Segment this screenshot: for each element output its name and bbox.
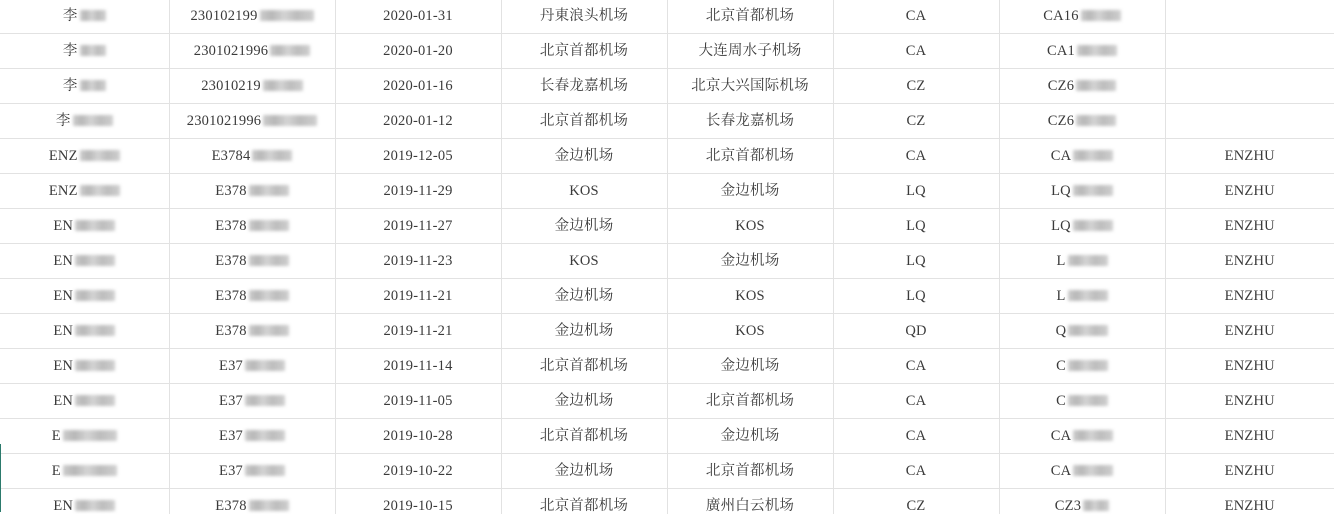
- redaction-block: [260, 10, 314, 21]
- cell-id-number-text: E37: [219, 358, 243, 374]
- cell-flight-date: [335, 244, 501, 279]
- cell-flight-number: [999, 279, 1165, 314]
- cell-airline-code: [833, 349, 999, 384]
- cell-flight-number-text: CA: [1050, 148, 1072, 164]
- cell-airline-code: [833, 34, 999, 69]
- cell-id-number: [169, 419, 335, 454]
- cell-departure-airport: [501, 454, 667, 489]
- cell-flight-number: [999, 0, 1165, 34]
- cell-airline-code-text: CA: [905, 428, 927, 444]
- cell-id-number-text: 230102199: [190, 8, 258, 24]
- cell-id-number-text: E378: [215, 253, 247, 269]
- cell-passenger-name-text: EN: [53, 218, 74, 234]
- cell-flight-number: [999, 209, 1165, 244]
- cell-arrival-airport: [667, 34, 833, 69]
- cell-airline-code-text: CA: [905, 358, 927, 374]
- table-row[interactable]: [0, 174, 1334, 209]
- cell-departure-airport-text: 北京首都机场: [539, 43, 629, 59]
- cell-arrival-airport: [667, 139, 833, 174]
- cell-agent-tag-text: ENZHU: [1224, 463, 1275, 479]
- cell-flight-date-text: 2019-10-22: [383, 463, 453, 479]
- redaction-block: [1073, 185, 1113, 196]
- cell-arrival-airport-text: 金边机场: [720, 183, 780, 199]
- cell-departure-airport: [501, 139, 667, 174]
- cell-flight-date: [335, 454, 501, 489]
- cell-passenger-name: [0, 244, 169, 279]
- cell-airline-code: [833, 279, 999, 314]
- redaction-block: [75, 255, 115, 266]
- cell-airline-code-text: CZ: [906, 113, 926, 129]
- redaction-block: [80, 185, 120, 196]
- redaction-block: [1068, 255, 1108, 266]
- redaction-block: [75, 500, 115, 511]
- cell-departure-airport-text: 丹東浪头机场: [539, 8, 629, 24]
- cell-flight-date: [335, 384, 501, 419]
- redaction-block: [80, 10, 106, 21]
- row-accent-marker: [0, 478, 1, 512]
- cell-flight-number: [999, 174, 1165, 209]
- cell-airline-code: [833, 104, 999, 139]
- cell-departure-airport-text: 金边机场: [554, 218, 614, 234]
- cell-passenger-name: [0, 454, 169, 489]
- cell-flight-date: [335, 0, 501, 34]
- cell-passenger-name-text: ENZ: [48, 148, 78, 164]
- cell-arrival-airport: [667, 384, 833, 419]
- cell-arrival-airport: [667, 209, 833, 244]
- cell-arrival-airport: [667, 349, 833, 384]
- cell-flight-date-text: 2019-11-21: [383, 323, 453, 339]
- cell-airline-code-text: QD: [905, 323, 927, 339]
- redaction-block: [1073, 220, 1113, 231]
- cell-passenger-name-text: EN: [53, 393, 74, 409]
- cell-passenger-name-text: 李: [62, 78, 78, 94]
- cell-flight-number-text: L: [1056, 288, 1066, 304]
- cell-arrival-airport: [667, 454, 833, 489]
- cell-flight-date: [335, 349, 501, 384]
- cell-departure-airport-text: KOS: [569, 183, 599, 199]
- redaction-block: [249, 220, 289, 231]
- cell-id-number: [169, 139, 335, 174]
- cell-arrival-airport-text: 北京首都机场: [705, 393, 795, 409]
- redaction-block: [245, 360, 285, 371]
- cell-id-number-text: E3784: [211, 148, 251, 164]
- redaction-block: [1068, 290, 1108, 301]
- cell-flight-date-text: 2019-11-21: [383, 288, 453, 304]
- cell-agent-tag: [1165, 244, 1334, 279]
- table-row[interactable]: [0, 454, 1334, 489]
- redaction-block: [252, 150, 292, 161]
- cell-departure-airport: [501, 174, 667, 209]
- cell-flight-date: [335, 174, 501, 209]
- cell-id-number-text: 2301021996: [193, 43, 269, 59]
- cell-id-number: [169, 0, 335, 34]
- cell-departure-airport: [501, 279, 667, 314]
- cell-departure-airport: [501, 314, 667, 349]
- cell-departure-airport: [501, 104, 667, 139]
- cell-flight-number: [999, 454, 1165, 489]
- redaction-block: [245, 395, 285, 406]
- cell-passenger-name-text: E: [51, 428, 61, 444]
- cell-passenger-name-text: 李: [55, 113, 71, 129]
- redaction-block: [1068, 360, 1108, 371]
- table-row[interactable]: [0, 244, 1334, 279]
- redaction-block: [245, 430, 285, 441]
- cell-arrival-airport-text: 金边机场: [720, 428, 780, 444]
- cell-flight-date-text: 2019-10-15: [383, 498, 453, 514]
- redaction-block: [1068, 325, 1108, 336]
- cell-flight-number-text: LQ: [1051, 218, 1071, 234]
- cell-arrival-airport-text: 长春龙嘉机场: [705, 113, 795, 129]
- cell-passenger-name: [0, 489, 169, 514]
- cell-departure-airport: [501, 489, 667, 514]
- cell-arrival-airport-text: KOS: [735, 218, 765, 234]
- cell-id-number: [169, 244, 335, 279]
- cell-agent-tag-text: ENZHU: [1224, 323, 1275, 339]
- cell-flight-number: [999, 139, 1165, 174]
- cell-passenger-name: [0, 104, 169, 139]
- redaction-block: [75, 220, 115, 231]
- cell-agent-tag-text: ENZHU: [1224, 183, 1275, 199]
- cell-flight-date-text: 2020-01-12: [383, 113, 453, 129]
- cell-passenger-name-text: 李: [62, 43, 78, 59]
- cell-departure-airport-text: 金边机场: [554, 323, 614, 339]
- cell-departure-airport: [501, 244, 667, 279]
- cell-flight-date: [335, 34, 501, 69]
- cell-flight-number-text: Q: [1055, 323, 1067, 339]
- cell-arrival-airport-text: 金边机场: [720, 253, 780, 269]
- cell-flight-date-text: 2019-11-14: [383, 358, 453, 374]
- table-row[interactable]: [0, 69, 1334, 104]
- cell-passenger-name: [0, 174, 169, 209]
- cell-flight-number-text: L: [1056, 253, 1066, 269]
- cell-airline-code-text: LQ: [906, 253, 926, 269]
- cell-arrival-airport: [667, 174, 833, 209]
- redaction-block: [1076, 80, 1116, 91]
- cell-id-number: [169, 454, 335, 489]
- table-row[interactable]: [0, 419, 1334, 454]
- cell-passenger-name-text: ENZ: [48, 183, 78, 199]
- cell-flight-number-text: CZ6: [1047, 113, 1075, 129]
- cell-agent-tag: [1165, 349, 1334, 384]
- cell-departure-airport: [501, 349, 667, 384]
- table-row[interactable]: [0, 104, 1334, 139]
- cell-arrival-airport-text: 北京首都机场: [705, 148, 795, 164]
- cell-departure-airport-text: 金边机场: [554, 288, 614, 304]
- cell-airline-code: [833, 419, 999, 454]
- cell-airline-code-text: CA: [905, 393, 927, 409]
- redaction-block: [1073, 150, 1113, 161]
- cell-flight-number: [999, 349, 1165, 384]
- cell-arrival-airport: [667, 489, 833, 514]
- cell-id-number: [169, 69, 335, 104]
- cell-departure-airport-text: KOS: [569, 253, 599, 269]
- cell-passenger-name-text: EN: [53, 288, 74, 304]
- redaction-block: [270, 45, 310, 56]
- cell-passenger-name: [0, 384, 169, 419]
- cell-flight-date-text: 2019-11-23: [383, 253, 453, 269]
- table-row[interactable]: [0, 279, 1334, 314]
- cell-flight-number-text: LQ: [1051, 183, 1071, 199]
- cell-agent-tag: [1165, 209, 1334, 244]
- cell-agent-tag: [1165, 34, 1334, 69]
- cell-id-number: [169, 104, 335, 139]
- cell-airline-code-text: LQ: [906, 288, 926, 304]
- cell-arrival-airport: [667, 419, 833, 454]
- redaction-block: [73, 115, 113, 126]
- cell-flight-date: [335, 279, 501, 314]
- cell-arrival-airport-text: 廣州白云机场: [705, 498, 795, 514]
- cell-id-number-text: E37: [219, 463, 243, 479]
- cell-id-number-text: 23010219: [201, 78, 261, 94]
- cell-agent-tag: [1165, 139, 1334, 174]
- redaction-block: [249, 500, 289, 511]
- cell-passenger-name: [0, 279, 169, 314]
- cell-agent-tag: [1165, 279, 1334, 314]
- cell-airline-code: [833, 244, 999, 279]
- cell-passenger-name: [0, 0, 169, 34]
- redaction-block: [75, 325, 115, 336]
- redaction-block: [63, 465, 117, 476]
- redaction-block: [245, 465, 285, 476]
- redaction-block: [1073, 430, 1113, 441]
- cell-flight-number: [999, 244, 1165, 279]
- cell-departure-airport: [501, 209, 667, 244]
- redaction-block: [1068, 395, 1108, 406]
- cell-flight-number: [999, 489, 1165, 514]
- cell-passenger-name-text: 李: [62, 8, 78, 24]
- cell-passenger-name: [0, 139, 169, 174]
- cell-passenger-name: [0, 314, 169, 349]
- cell-flight-date-text: 2019-11-29: [383, 183, 453, 199]
- cell-agent-tag-text: ENZHU: [1224, 393, 1275, 409]
- redaction-block: [1083, 500, 1109, 511]
- table-row[interactable]: [0, 139, 1334, 174]
- redaction-block: [63, 430, 117, 441]
- redaction-block: [80, 150, 120, 161]
- cell-departure-airport-text: 金边机场: [554, 463, 614, 479]
- redaction-block: [75, 395, 115, 406]
- cell-arrival-airport-text: 北京首都机场: [705, 8, 795, 24]
- cell-id-number-text: E37: [219, 393, 243, 409]
- cell-passenger-name: [0, 34, 169, 69]
- cell-flight-date: [335, 419, 501, 454]
- cell-arrival-airport-text: 金边机场: [720, 358, 780, 374]
- redaction-block: [249, 185, 289, 196]
- cell-passenger-name-text: E: [51, 463, 61, 479]
- cell-flight-date: [335, 139, 501, 174]
- cell-passenger-name: [0, 69, 169, 104]
- cell-flight-date-text: 2019-11-27: [383, 218, 453, 234]
- cell-departure-airport-text: 长春龙嘉机场: [539, 78, 629, 94]
- cell-departure-airport-text: 北京首都机场: [539, 358, 629, 374]
- cell-departure-airport: [501, 34, 667, 69]
- redaction-block: [75, 290, 115, 301]
- cell-flight-number-text: CZ6: [1047, 78, 1075, 94]
- cell-id-number-text: E378: [215, 218, 247, 234]
- redaction-block: [75, 360, 115, 371]
- cell-flight-date-text: 2019-12-05: [383, 148, 453, 164]
- cell-agent-tag: [1165, 314, 1334, 349]
- cell-airline-code-text: CA: [905, 148, 927, 164]
- cell-arrival-airport: [667, 69, 833, 104]
- cell-departure-airport: [501, 419, 667, 454]
- cell-flight-number: [999, 104, 1165, 139]
- cell-arrival-airport-text: 大连周水子机场: [698, 43, 802, 59]
- cell-flight-date-text: 2019-11-05: [383, 393, 453, 409]
- cell-airline-code-text: LQ: [906, 183, 926, 199]
- cell-passenger-name: [0, 419, 169, 454]
- cell-arrival-airport: [667, 314, 833, 349]
- cell-id-number: [169, 34, 335, 69]
- cell-agent-tag-text: ENZHU: [1224, 428, 1275, 444]
- cell-agent-tag-text: ENZHU: [1224, 358, 1275, 374]
- cell-agent-tag: [1165, 419, 1334, 454]
- cell-arrival-airport-text: 北京大兴国际机场: [691, 78, 809, 94]
- cell-passenger-name-text: EN: [53, 253, 74, 269]
- cell-flight-date: [335, 314, 501, 349]
- table-row[interactable]: [0, 209, 1334, 244]
- cell-arrival-airport: [667, 104, 833, 139]
- redaction-block: [80, 45, 106, 56]
- table-row[interactable]: [0, 384, 1334, 419]
- cell-agent-tag-text: ENZHU: [1224, 253, 1275, 269]
- cell-flight-date: [335, 69, 501, 104]
- table-row[interactable]: [0, 0, 1334, 34]
- table-row[interactable]: [0, 349, 1334, 384]
- cell-arrival-airport: [667, 244, 833, 279]
- redaction-block: [249, 290, 289, 301]
- cell-airline-code-text: CA: [905, 8, 927, 24]
- cell-airline-code: [833, 139, 999, 174]
- cell-departure-airport: [501, 69, 667, 104]
- cell-flight-number: [999, 314, 1165, 349]
- cell-airline-code: [833, 314, 999, 349]
- cell-id-number: [169, 349, 335, 384]
- cell-flight-number-text: CZ3: [1054, 498, 1082, 514]
- cell-airline-code: [833, 384, 999, 419]
- cell-agent-tag: [1165, 489, 1334, 514]
- cell-id-number-text: 2301021996: [186, 113, 262, 129]
- cell-departure-airport-text: 北京首都机场: [539, 498, 629, 514]
- cell-id-number-text: E37: [219, 428, 243, 444]
- cell-departure-airport-text: 金边机场: [554, 393, 614, 409]
- cell-airline-code: [833, 69, 999, 104]
- cell-arrival-airport-text: KOS: [735, 288, 765, 304]
- cell-arrival-airport: [667, 0, 833, 34]
- cell-flight-number-text: CA: [1050, 428, 1072, 444]
- cell-agent-tag-text: ENZHU: [1224, 498, 1275, 514]
- row-accent-marker: [0, 444, 1, 478]
- cell-passenger-name: [0, 209, 169, 244]
- redaction-block: [1073, 465, 1113, 476]
- cell-agent-tag: [1165, 384, 1334, 419]
- cell-flight-number: [999, 34, 1165, 69]
- cell-agent-tag: [1165, 104, 1334, 139]
- cell-airline-code: [833, 174, 999, 209]
- cell-agent-tag: [1165, 0, 1334, 34]
- cell-departure-airport-text: 金边机场: [554, 148, 614, 164]
- cell-id-number-text: E378: [215, 183, 247, 199]
- cell-airline-code: [833, 0, 999, 34]
- cell-flight-date: [335, 104, 501, 139]
- cell-passenger-name-text: EN: [53, 358, 74, 374]
- redaction-block: [249, 325, 289, 336]
- cell-id-number: [169, 489, 335, 514]
- cell-airline-code-text: LQ: [906, 218, 926, 234]
- cell-flight-date-text: 2019-10-28: [383, 428, 453, 444]
- cell-arrival-airport-text: 北京首都机场: [705, 463, 795, 479]
- cell-id-number: [169, 279, 335, 314]
- cell-flight-date-text: 2020-01-16: [383, 78, 453, 94]
- cell-flight-number-text: C: [1056, 393, 1066, 409]
- redaction-block: [1076, 115, 1116, 126]
- cell-flight-number-text: CA: [1050, 463, 1072, 479]
- redaction-block: [263, 80, 303, 91]
- cell-flight-number-text: CA16: [1043, 8, 1079, 24]
- cell-airline-code-text: CA: [905, 463, 927, 479]
- table-row[interactable]: [0, 34, 1334, 69]
- cell-flight-date-text: 2020-01-20: [383, 43, 453, 59]
- cell-departure-airport-text: 北京首都机场: [539, 113, 629, 129]
- cell-id-number-text: E378: [215, 288, 247, 304]
- cell-agent-tag-text: ENZHU: [1224, 148, 1275, 164]
- table-row[interactable]: [0, 314, 1334, 349]
- redaction-block: [80, 80, 106, 91]
- cell-departure-airport: [501, 0, 667, 34]
- cell-departure-airport: [501, 384, 667, 419]
- cell-airline-code-text: CZ: [906, 498, 926, 514]
- table-row[interactable]: [0, 489, 1334, 514]
- redaction-block: [1077, 45, 1117, 56]
- cell-passenger-name-text: EN: [53, 323, 74, 339]
- cell-passenger-name: [0, 349, 169, 384]
- cell-id-number-text: E378: [215, 323, 247, 339]
- redaction-block: [249, 255, 289, 266]
- cell-id-number: [169, 209, 335, 244]
- cell-flight-number: [999, 384, 1165, 419]
- cell-airline-code: [833, 454, 999, 489]
- cell-agent-tag: [1165, 454, 1334, 489]
- cell-passenger-name-text: EN: [53, 498, 74, 514]
- cell-arrival-airport-text: KOS: [735, 323, 765, 339]
- cell-id-number: [169, 314, 335, 349]
- cell-id-number: [169, 174, 335, 209]
- cell-airline-code: [833, 209, 999, 244]
- cell-agent-tag: [1165, 69, 1334, 104]
- cell-agent-tag-text: ENZHU: [1224, 218, 1275, 234]
- cell-flight-number-text: C: [1056, 358, 1066, 374]
- cell-airline-code-text: CA: [905, 43, 927, 59]
- cell-flight-date: [335, 489, 501, 514]
- cell-arrival-airport: [667, 279, 833, 314]
- cell-flight-date: [335, 209, 501, 244]
- cell-flight-number: [999, 419, 1165, 454]
- cell-id-number: [169, 384, 335, 419]
- cell-airline-code: [833, 489, 999, 514]
- cell-flight-date-text: 2020-01-31: [383, 8, 453, 24]
- cell-flight-number: [999, 69, 1165, 104]
- redaction-block: [1081, 10, 1121, 21]
- cell-agent-tag-text: ENZHU: [1224, 288, 1275, 304]
- cell-agent-tag: [1165, 174, 1334, 209]
- redaction-block: [263, 115, 317, 126]
- cell-airline-code-text: CZ: [906, 78, 926, 94]
- cell-id-number-text: E378: [215, 498, 247, 514]
- cell-flight-number-text: CA1: [1047, 43, 1075, 59]
- cell-departure-airport-text: 北京首都机场: [539, 428, 629, 444]
